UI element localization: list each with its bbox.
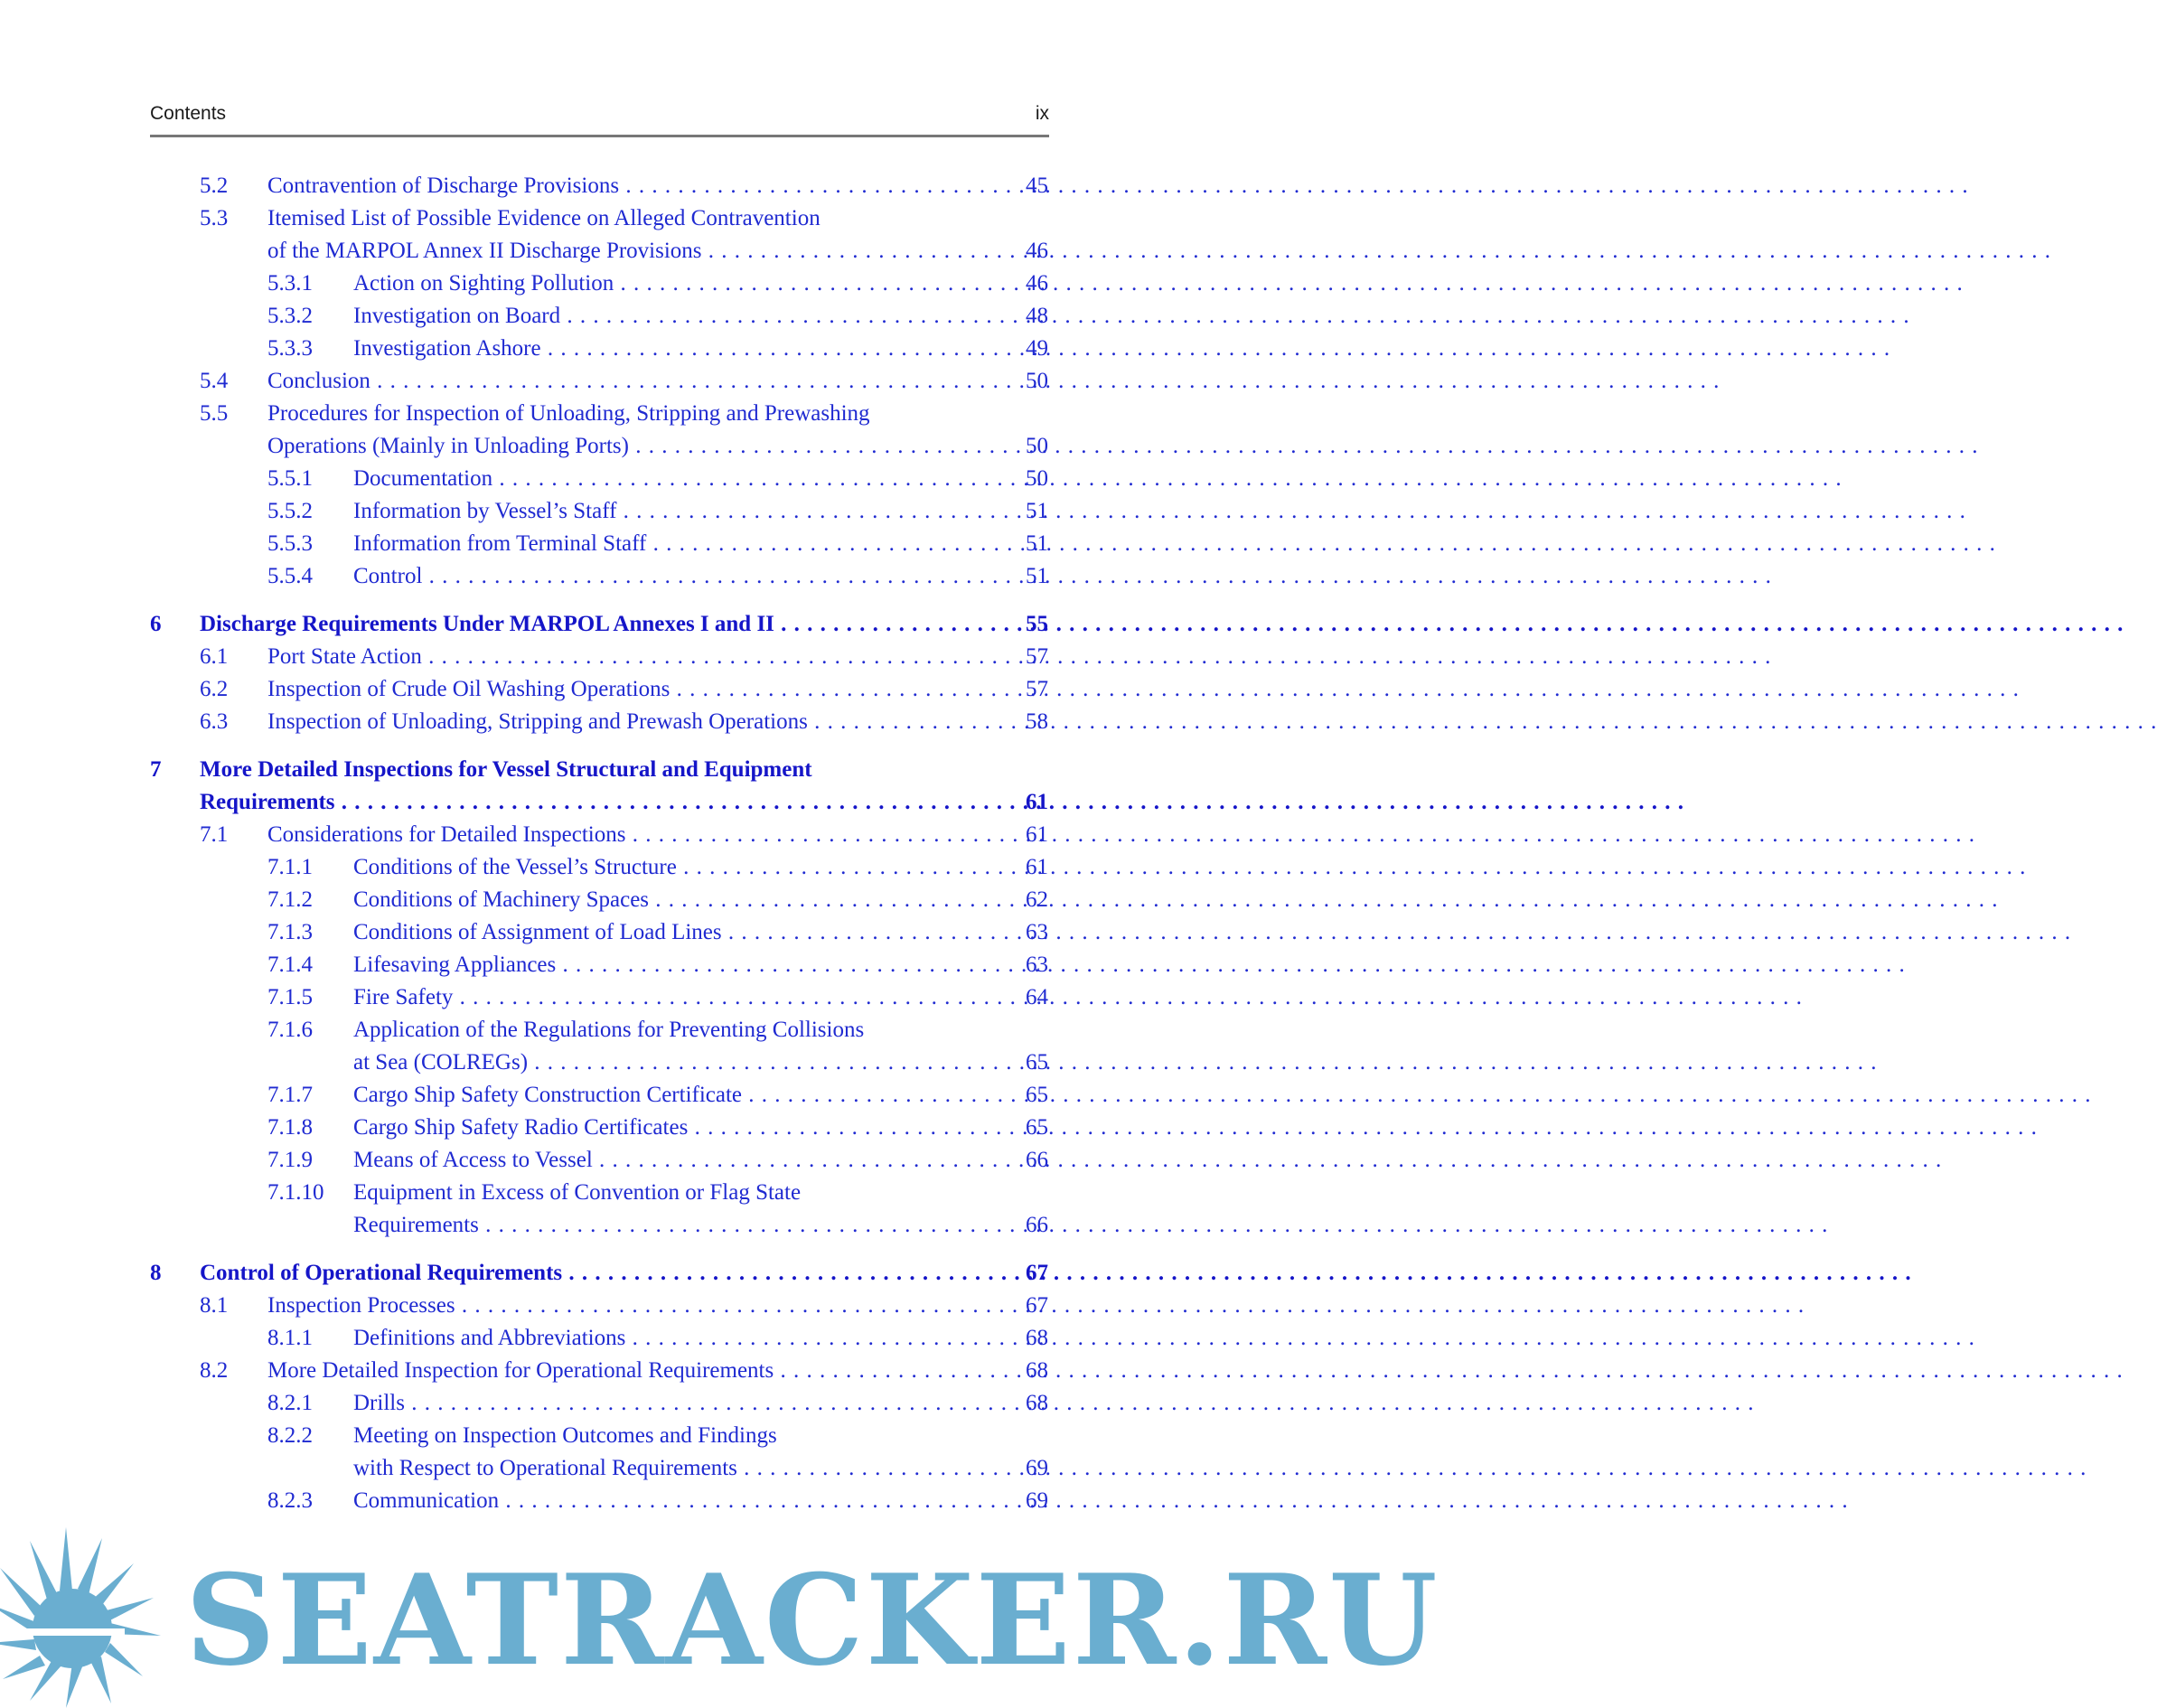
toc-entry-title: More Detailed Inspection for Operational Requirements . . .	[267, 1356, 985, 1386]
toc-entry-number: 6.3	[200, 709, 229, 734]
toc-entry-page: 50	[1026, 466, 1048, 491]
toc-entry-page: 68	[1026, 1358, 1048, 1383]
toc-entry-title: Inspection of Unloading, Stripping and Prewash Operations . . .	[267, 707, 985, 737]
toc-subsection-entry[interactable]	[0, 464, 1196, 494]
toc-entry-page: 46	[1026, 271, 1048, 296]
toc-entry-number: 8	[150, 1261, 162, 1285]
toc-entry-title: More Detailed Inspections for Vessel Structural and Equipment	[200, 757, 812, 782]
toc-section-entry[interactable]	[0, 171, 1196, 202]
toc-entry-number: 7.1.7	[267, 1083, 313, 1107]
toc-entry-number: 7	[150, 757, 162, 782]
toc-entry-title: Investigation Ashore . . .	[353, 333, 985, 364]
toc-entry-title: Operations (Mainly in Unloading Ports) . . .	[267, 431, 985, 462]
toc-entry-number: 7.1.2	[267, 887, 313, 912]
toc-entry-number: 7.1.9	[267, 1148, 313, 1172]
toc-entry-title: Itemised List of Possible Evidence on Alleged Contravention	[267, 206, 821, 230]
toc-entry-page: 66	[1026, 1213, 1048, 1237]
toc-section-entry[interactable]	[0, 399, 1196, 429]
toc-entry-number: 8.2.2	[267, 1423, 313, 1448]
toc-entry-page: 45	[1026, 174, 1048, 198]
toc-subsection-entry[interactable]	[0, 852, 1196, 883]
toc-subsection-entry[interactable]	[0, 1178, 1196, 1208]
toc-chapter-entry[interactable]	[0, 609, 1196, 640]
toc-subsection-entry[interactable]	[0, 1210, 1196, 1241]
toc-entry-title: Port State Action . . .	[267, 642, 985, 672]
toc-entry-title: Requirements . . .	[200, 787, 985, 818]
toc-subsection-entry[interactable]	[0, 1453, 1196, 1484]
toc-entry-number: 5.5.4	[267, 564, 313, 588]
toc-entry-page: 61	[1026, 790, 1048, 814]
toc-entry-title: Procedures for Inspection of Unloading, Stripping and Prewashing	[267, 401, 870, 426]
toc-subsection-entry[interactable]	[0, 917, 1196, 948]
toc-entry-title: Documentation . . .	[353, 464, 985, 494]
toc-entry-title: with Respect to Operational Requirements . . .	[353, 1453, 985, 1484]
toc-entry-number: 6.2	[200, 677, 229, 701]
toc-chapter-entry[interactable]	[0, 755, 1196, 785]
toc-entry-title: Conditions of Machinery Spaces . . .	[353, 885, 985, 915]
toc-section-entry[interactable]	[0, 1356, 1196, 1386]
toc-subsection-entry[interactable]	[0, 561, 1196, 592]
toc-entry-page: 51	[1026, 499, 1048, 523]
toc-subsection-entry[interactable]	[0, 1047, 1196, 1078]
toc-entry-page: 66	[1026, 1148, 1048, 1172]
toc-entry-title: Control of Operational Requirements . . .	[200, 1258, 985, 1289]
toc-entry-number: 5.3.1	[267, 271, 313, 296]
toc-subsection-entry[interactable]	[0, 333, 1196, 364]
toc-entry-number: 5.5.1	[267, 466, 313, 491]
toc-subsection-entry[interactable]	[0, 1388, 1196, 1419]
toc-entry-number: 7.1.10	[267, 1180, 324, 1205]
toc-entry-title: Control . . .	[353, 561, 985, 592]
toc-entry-page: 58	[1026, 709, 1048, 734]
toc-entry-number: 5.5	[200, 401, 229, 426]
toc-entry-page: 65	[1026, 1050, 1048, 1075]
toc-entry-title: Contravention of Discharge Provisions . . .	[267, 171, 985, 202]
toc-entry-page: 69	[1026, 1456, 1048, 1480]
toc-entry-title: Application of the Regulations for Preventing Collisions	[353, 1018, 865, 1042]
toc-entry-page: 61	[1026, 855, 1048, 879]
toc-entry-page: 65	[1026, 1115, 1048, 1140]
toc-subsection-entry[interactable]	[0, 885, 1196, 915]
toc-entry-title: Considerations for Detailed Inspections . . .	[267, 820, 985, 850]
toc-entry-number: 7.1.5	[267, 985, 313, 1009]
toc-section-entry[interactable]	[0, 203, 1196, 234]
toc-entry-title: Communication . . .	[353, 1486, 985, 1516]
toc-subsection-entry[interactable]	[0, 1421, 1196, 1451]
toc-entry-number: 7.1.4	[267, 953, 313, 977]
toc-entry-number: 7.1	[200, 822, 229, 847]
toc-entry-page: 51	[1026, 531, 1048, 556]
toc-section-entry[interactable]	[0, 707, 1196, 737]
toc-entry-title: Cargo Ship Safety Radio Certificates . . .	[353, 1112, 985, 1143]
toc-entry-title: Information by Vessel’s Staff . . .	[353, 496, 985, 527]
toc-entry-title: Drills . . .	[353, 1388, 985, 1419]
header-section-title: Contents	[150, 103, 227, 124]
toc-entry-number: 5.3	[200, 206, 229, 230]
toc-section-entry[interactable]	[0, 431, 1196, 462]
toc-entry-page: 50	[1026, 369, 1048, 393]
toc-entry-title: Cargo Ship Safety Construction Certificate . . .	[353, 1080, 985, 1111]
watermark-text: SEATRACKER.RU	[185, 1546, 1440, 1694]
toc-entry-number: 8.1	[200, 1293, 229, 1318]
toc-entry-page: 63	[1026, 953, 1048, 977]
toc-entry-page: 51	[1026, 564, 1048, 588]
toc-entry-title: Conditions of the Vessel’s Structure . . .	[353, 852, 985, 883]
toc-section-entry[interactable]	[0, 674, 1196, 705]
toc-entry-page: 57	[1026, 677, 1048, 701]
toc-entry-number: 6.1	[200, 644, 229, 669]
toc-entry-title: Conditions of Assignment of Load Lines . . .	[353, 917, 985, 948]
toc-entry-number: 7.1.3	[267, 920, 313, 944]
toc-chapter-entry[interactable]	[0, 787, 1196, 818]
toc-entry-number: 6	[150, 612, 162, 636]
toc-entry-number: 5.3.3	[267, 336, 313, 361]
toc-entry-number: 5.3.2	[267, 304, 313, 328]
toc-subsection-entry[interactable]	[0, 301, 1196, 332]
toc-entry-title: Meeting on Inspection Outcomes and Findings	[353, 1423, 777, 1448]
toc-entry-title: Inspection of Crude Oil Washing Operations . . .	[267, 674, 985, 705]
toc-subsection-entry[interactable]	[0, 1112, 1196, 1143]
toc-subsection-entry[interactable]	[0, 1015, 1196, 1046]
toc-entry-title: Inspection Processes . . .	[267, 1290, 985, 1321]
toc-entry-title: Conclusion . . .	[267, 366, 985, 397]
toc-section-entry[interactable]	[0, 1290, 1196, 1321]
toc-entry-title: Means of Access to Vessel . . .	[353, 1145, 985, 1176]
toc-entry-number: 5.5.3	[267, 531, 313, 556]
toc-entry-page: 68	[1026, 1391, 1048, 1415]
toc-entry-title: Lifesaving Appliances . . .	[353, 950, 985, 981]
toc-section-entry[interactable]	[0, 366, 1196, 397]
toc-section-entry[interactable]	[0, 820, 1196, 850]
toc-entry-title: Discharge Requirements Under MARPOL Annexes I and II . . .	[200, 609, 985, 640]
toc-chapter-entry[interactable]	[0, 1258, 1196, 1289]
toc-entry-number: 8.2.3	[267, 1488, 313, 1513]
toc-subsection-entry[interactable]	[0, 982, 1196, 1013]
toc-entry-page: 46	[1026, 239, 1048, 263]
toc-entry-page: 48	[1026, 304, 1048, 328]
toc-entry-number: 7.1.8	[267, 1115, 313, 1140]
toc-entry-page: 62	[1026, 887, 1048, 912]
toc-entry-page: 57	[1026, 644, 1048, 669]
toc-entry-page: 55	[1026, 612, 1048, 636]
toc-entry-title: of the MARPOL Annex II Discharge Provisions . . .	[267, 236, 985, 267]
toc-entry-number: 7.1.6	[267, 1018, 313, 1042]
toc-entry-number: 8.2.1	[267, 1391, 313, 1415]
toc-subsection-entry[interactable]	[0, 1145, 1196, 1176]
toc-entry-number: 5.2	[200, 174, 229, 198]
header-page-number: ix	[1035, 103, 1049, 124]
toc-entry-page: 64	[1026, 985, 1048, 1009]
toc-entry-number: 5.5.2	[267, 499, 313, 523]
toc-subsection-entry[interactable]	[0, 496, 1196, 527]
toc-entry-page: 63	[1026, 920, 1048, 944]
toc-entry-title: Action on Sighting Pollution . . .	[353, 268, 985, 299]
toc-entry-title: at Sea (COLREGs) . . .	[353, 1047, 985, 1078]
toc-subsection-entry[interactable]	[0, 1323, 1196, 1354]
toc-entry-page: 50	[1026, 434, 1048, 458]
toc-entry-number: 5.4	[200, 369, 229, 393]
toc-entry-page: 49	[1026, 336, 1048, 361]
sun-logo-icon	[0, 1527, 170, 1708]
toc-subsection-entry[interactable]	[0, 1486, 1196, 1516]
toc-entry-title: Information from Terminal Staff . . .	[353, 529, 985, 559]
toc-entry-title: Definitions and Abbreviations . . .	[353, 1323, 985, 1354]
toc-entry-page: 68	[1026, 1326, 1048, 1350]
toc-entry-number: 8.2	[200, 1358, 229, 1383]
toc-entry-title: Fire Safety . . .	[353, 982, 985, 1013]
toc-entry-title: Investigation on Board . . .	[353, 301, 985, 332]
toc-entry-number: 8.1.1	[267, 1326, 313, 1350]
toc-entry-number: 7.1.1	[267, 855, 313, 879]
toc-entry-page: 67	[1026, 1261, 1048, 1285]
toc-subsection-entry[interactable]	[0, 1080, 1196, 1111]
toc-entry-title: Equipment in Excess of Convention or Flag State	[353, 1180, 802, 1205]
toc-entry-page: 69	[1026, 1488, 1048, 1513]
toc-subsection-entry[interactable]	[0, 529, 1196, 559]
toc-entry-title: Requirements . . .	[353, 1210, 985, 1241]
toc-entry-page: 65	[1026, 1083, 1048, 1107]
toc-section-entry[interactable]	[0, 642, 1196, 672]
toc-section-entry[interactable]	[0, 236, 1196, 267]
toc-entry-page: 67	[1026, 1293, 1048, 1318]
toc-entry-page: 61	[1026, 822, 1048, 847]
toc-subsection-entry[interactable]	[0, 268, 1196, 299]
toc-subsection-entry[interactable]	[0, 950, 1196, 981]
